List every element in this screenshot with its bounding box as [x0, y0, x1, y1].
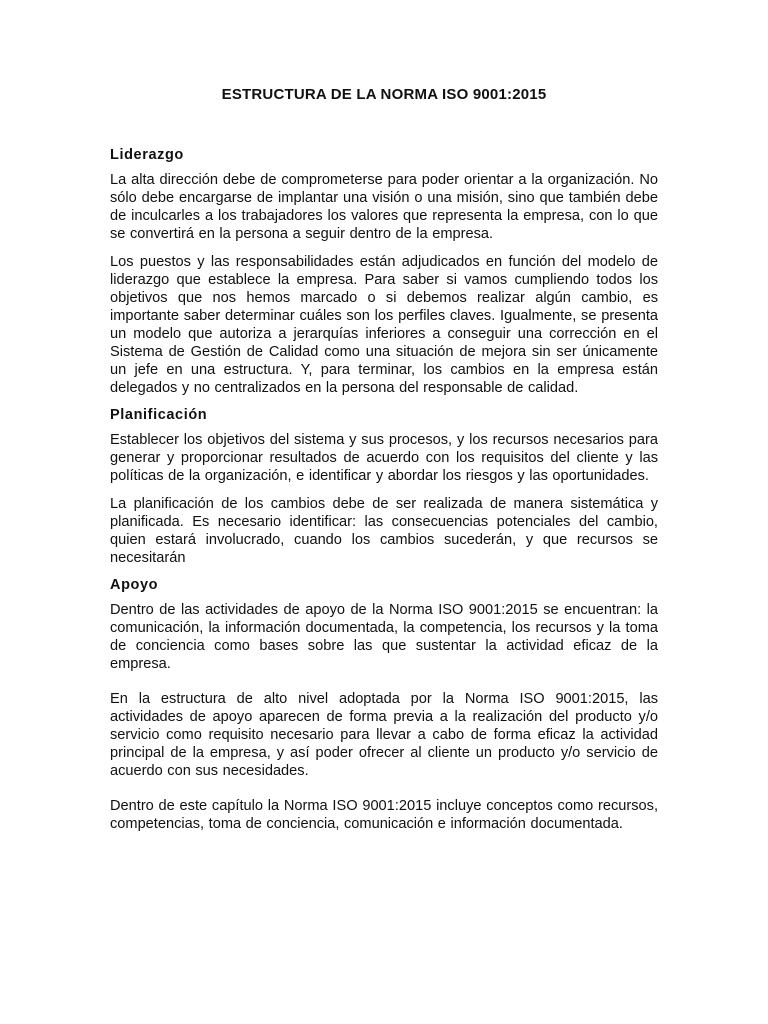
- paragraph-apoyo-2: En la estructura de alto nivel adoptada por la Norma ISO 9001:2015, las actividades de apoyo aparecen de forma previa a la realización del producto y/o servicio como requisito necesario para llevar a cabo de forma eficaz la actividad principal de la empresa, y así poder ofrecer al cliente un producto y/o servicio de acuerdo con sus necesidades.: [110, 691, 658, 779]
- paragraph-apoyo-1: Dentro de las actividades de apoyo de la Norma ISO 9001:2015 se encuentran: la comunicación, la información documentada, la competencia, los recursos y la toma de conciencia como bases sobre las que sustentar la actividad eficaz de la empresa.: [110, 602, 658, 672]
- paragraph-planificacion-1: Establecer los objetivos del sistema y sus procesos, y los recursos necesarios para generar y proporcionar resultados de acuerdo con los requisitos del cliente y las políticas de la organización, e identificar y abordar los riesgos y las oportunidades.: [110, 432, 658, 484]
- paragraph-apoyo-3: Dentro de este capítulo la Norma ISO 9001:2015 incluye conceptos como recursos, competencias, toma de conciencia, comunicación e información documentada.: [110, 798, 658, 832]
- section-heading-apoyo: Apoyo: [110, 577, 159, 593]
- document-title: ESTRUCTURA DE LA NORMA ISO 9001:2015: [221, 86, 547, 103]
- paragraph-liderazgo-1: La alta dirección debe de comprometerse para poder orientar a la organización. No sólo debe encargarse de implantar una visión o una misión, sino que también debe de inculcarles a los trabajadores los valores que representa la empresa, con lo que se convertirá en la persona a seguir dentro de la empresa.: [110, 172, 658, 242]
- section-heading-liderazgo: Liderazgo: [110, 147, 184, 163]
- paragraph-planificacion-2: La planificación de los cambios debe de ser realizada de manera sistemática y planificada. Es necesario identificar: las consecuencias potenciales del cambio, quien estará involucrado, cuando los cambios sucederán, y que recursos se necesitarán: [110, 496, 658, 566]
- section-heading-planificacion: Planificación: [110, 407, 208, 423]
- paragraph-liderazgo-2: Los puestos y las responsabilidades están adjudicados en función del modelo de liderazgo que establece la empresa. Para saber si vamos cumpliendo todos los objetivos que nos hemos marcado o si debemos realizar algún cambio, es importante saber determinar cuáles son los perfiles claves. Igualmente, se presenta un modelo que autoriza a jerarquías inferiores a conseguir una corrección en el Sistema de Gestión de Calidad como una situación de mejora sin ser únicamente un jefe en una estructura. Y, para terminar, los cambios en la empresa están delegados y no centralizados en la persona del responsable de calidad.: [110, 254, 658, 396]
